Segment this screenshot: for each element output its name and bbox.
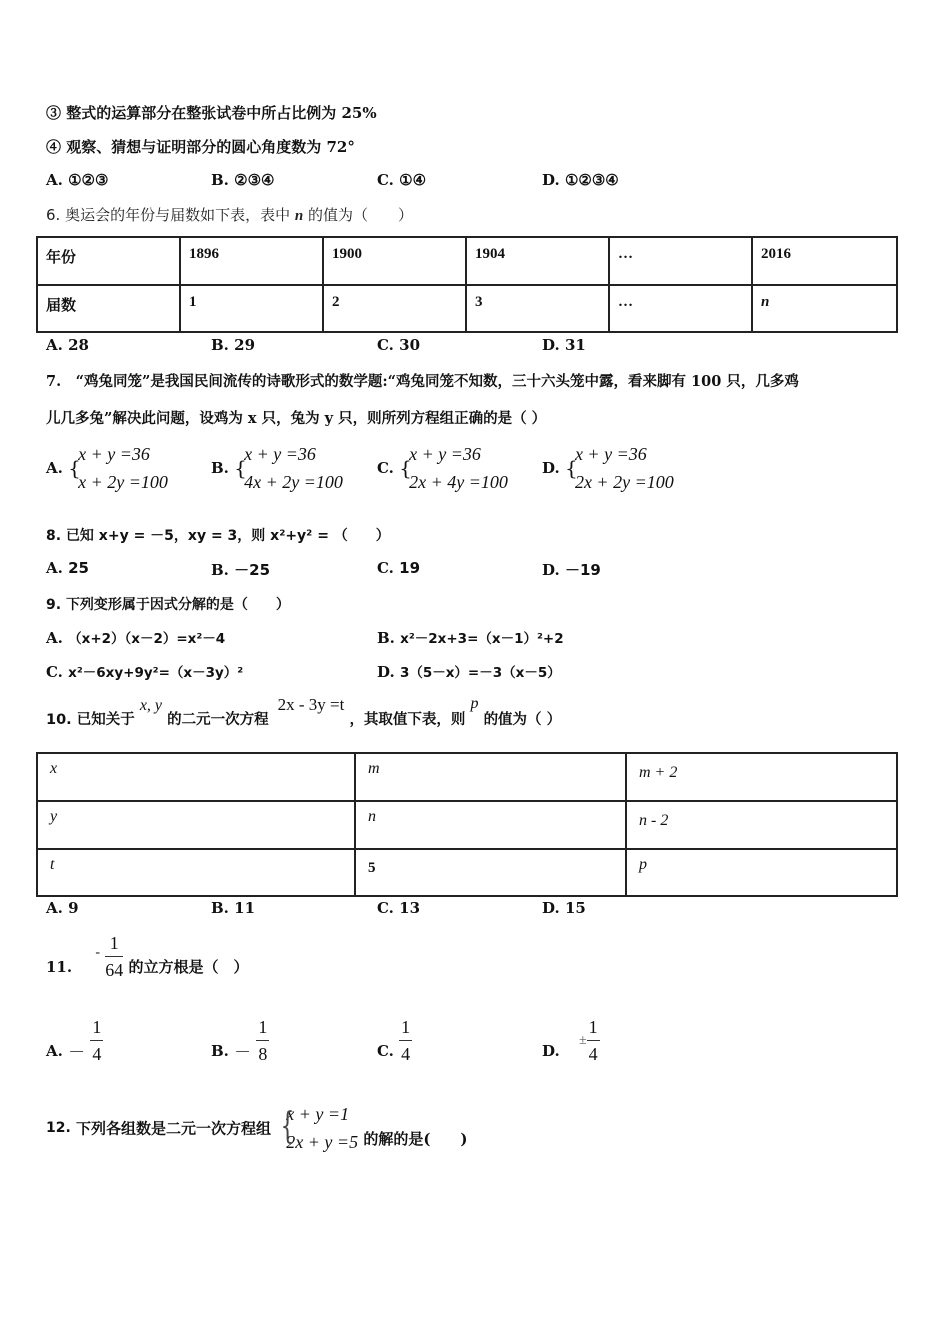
q5-statement-4: ④ 观察、猜想与证明部分的圆心角度数为 72° bbox=[46, 138, 355, 156]
option-text: 31 bbox=[564, 336, 586, 354]
option-label: A. bbox=[46, 629, 63, 647]
q9-option-d[interactable] bbox=[377, 661, 561, 681]
stem-text: 的二元一次方程 bbox=[167, 712, 269, 728]
q10-option-d[interactable] bbox=[542, 899, 586, 917]
option-text: （x+2）（x－2）=x²－4 bbox=[68, 631, 226, 647]
option-text: x²－2x+3=（x－1）²+2 bbox=[400, 631, 564, 647]
equation: x + y =36 bbox=[78, 444, 150, 464]
option-text: 3（5－x）=－3（x－5） bbox=[399, 665, 561, 681]
stem-text: 下列变形属于因式分解的是（ ） bbox=[65, 597, 290, 613]
option-text: ②③④ bbox=[234, 171, 275, 189]
option-text: 13 bbox=[399, 899, 421, 917]
q10-option-a[interactable] bbox=[46, 899, 79, 917]
table-cell: … bbox=[609, 237, 752, 285]
q7-stem-line-1: 7. “鸡兔同笼”是我国民间流传的诗歌形式的数学题:“鸡兔同笼不知数，三十六头笼中露，看来脚有 100 只，几多鸡 bbox=[46, 373, 799, 390]
table-cell: 2 bbox=[323, 285, 466, 332]
q6-option-c[interactable] bbox=[377, 336, 420, 354]
option-label: C. bbox=[377, 171, 394, 189]
option-label: B. bbox=[211, 171, 229, 189]
table-cell: 2016 bbox=[752, 237, 897, 285]
q6-option-d[interactable] bbox=[542, 336, 586, 354]
equation: x + y =36 bbox=[574, 444, 647, 464]
stem-text: 奥运会的年份与届数如下表，表中 bbox=[65, 206, 291, 224]
equation: 2x - 3y =t bbox=[277, 695, 345, 714]
q5-statement-3: ③ 整式的运算部分在整张试卷中所占比例为 25% bbox=[46, 104, 377, 122]
q11-option-b[interactable] bbox=[211, 1016, 269, 1065]
question-number: 12. bbox=[46, 1120, 71, 1136]
fraction-bar bbox=[105, 956, 123, 957]
q9-option-b[interactable] bbox=[377, 627, 564, 647]
table-cell: 5 bbox=[355, 849, 626, 896]
option-label: D. bbox=[542, 899, 560, 917]
question-number: 6. bbox=[46, 206, 61, 224]
values-table bbox=[36, 752, 898, 897]
option-label: C. bbox=[377, 336, 394, 354]
numerator: 1 bbox=[588, 1017, 598, 1037]
q11-stem bbox=[46, 932, 249, 981]
table-cell: 1 bbox=[180, 285, 323, 332]
numerator: 1 bbox=[92, 1017, 102, 1037]
option-label: A. bbox=[46, 336, 63, 354]
table-cell: 1896 bbox=[180, 237, 323, 285]
equation: 2x + 4y =100 bbox=[409, 472, 508, 492]
q5-option-b[interactable] bbox=[211, 171, 274, 189]
option-text: －19 bbox=[564, 561, 601, 579]
option-label: D. bbox=[542, 336, 560, 354]
q10-stem bbox=[46, 696, 561, 736]
q11-option-d[interactable] bbox=[542, 1016, 600, 1065]
option-label: D. bbox=[542, 561, 560, 579]
table-cell: 年份 bbox=[37, 237, 180, 285]
table-cell: n bbox=[355, 801, 626, 849]
option-label: C. bbox=[377, 559, 394, 577]
table-cell: m bbox=[355, 753, 626, 801]
q12-stem bbox=[46, 1100, 468, 1156]
q10-option-c[interactable] bbox=[377, 899, 420, 917]
q8-option-d[interactable] bbox=[542, 559, 601, 580]
option-label: C. bbox=[377, 899, 394, 917]
fraction-bar bbox=[399, 1040, 412, 1041]
option-label: B. bbox=[211, 899, 229, 917]
table-row bbox=[37, 285, 897, 332]
option-text: 29 bbox=[234, 336, 256, 354]
q11-option-a[interactable] bbox=[46, 1016, 103, 1065]
brace-icon: { bbox=[280, 1105, 295, 1147]
table-cell: t bbox=[37, 849, 355, 896]
table-row bbox=[37, 753, 897, 801]
table-cell: p bbox=[626, 849, 897, 896]
stem-text: 的立方根是（ ） bbox=[128, 958, 249, 976]
table-row bbox=[37, 849, 897, 896]
q5-option-c[interactable] bbox=[377, 171, 426, 189]
q5-option-d[interactable] bbox=[542, 171, 619, 189]
numerator: 1 bbox=[258, 1017, 268, 1037]
option-label: D. bbox=[542, 171, 560, 189]
sign: － bbox=[234, 1043, 252, 1062]
question-number: 9. bbox=[46, 597, 62, 613]
plus-minus-sign: ± bbox=[578, 1032, 587, 1048]
option-label: D. bbox=[542, 459, 560, 477]
table-row bbox=[37, 801, 897, 849]
option-label: D. bbox=[542, 1041, 560, 1060]
option-label: A. bbox=[46, 459, 63, 477]
variable-p: p bbox=[470, 695, 479, 712]
equation: 2x + 2y =100 bbox=[574, 472, 674, 492]
table-cell: … bbox=[609, 285, 752, 332]
denominator: 8 bbox=[258, 1044, 268, 1064]
table-cell: 1904 bbox=[466, 237, 609, 285]
option-text: 15 bbox=[564, 899, 586, 917]
fraction-bar bbox=[587, 1040, 600, 1041]
option-text: 28 bbox=[68, 336, 89, 354]
option-label: C. bbox=[46, 663, 63, 681]
table-cell: m + 2 bbox=[626, 753, 897, 801]
option-text: ①④ bbox=[399, 171, 427, 189]
minus-sign: - bbox=[95, 944, 101, 960]
numerator: 1 bbox=[109, 933, 119, 953]
stem-text: 下列各组数是二元一次方程组 bbox=[76, 1119, 272, 1138]
stem-text: 的值为（ ） bbox=[483, 712, 562, 728]
q7-option-a[interactable] bbox=[46, 440, 168, 496]
denominator: 4 bbox=[92, 1044, 102, 1064]
option-label: A. bbox=[46, 1041, 63, 1060]
denominator: 64 bbox=[105, 960, 124, 980]
equation: 2x + y =5 bbox=[286, 1132, 359, 1152]
table-cell: y bbox=[37, 801, 355, 849]
equation-system bbox=[234, 440, 343, 496]
equation: x + 2y =100 bbox=[78, 472, 168, 492]
q10-option-b[interactable] bbox=[211, 899, 255, 917]
equation: x + y =36 bbox=[244, 444, 316, 464]
option-text: 11 bbox=[234, 899, 256, 917]
q6-option-a[interactable] bbox=[46, 336, 89, 354]
fraction-bar bbox=[256, 1040, 269, 1041]
table-cell: 3 bbox=[466, 285, 609, 332]
equation-system bbox=[276, 1100, 358, 1156]
q7-option-d[interactable] bbox=[542, 440, 674, 496]
brace-icon: { bbox=[68, 456, 81, 480]
option-text: 25 bbox=[68, 559, 89, 577]
sign: － bbox=[68, 1043, 86, 1062]
stem-text: 已知关于 bbox=[76, 712, 135, 728]
stem-text: 已知 x+y = －5，xy = 3，则 x²+y² = （ ） bbox=[65, 528, 390, 544]
q9-option-a[interactable] bbox=[46, 627, 225, 647]
fraction bbox=[256, 1016, 269, 1065]
brace-icon: { bbox=[564, 456, 578, 480]
stem-text: 的值为（ ） bbox=[308, 206, 414, 224]
stem-text: ，其取值下表，则 bbox=[349, 712, 466, 728]
option-text: 9 bbox=[68, 899, 79, 917]
fraction-bar bbox=[90, 1040, 103, 1041]
brace-icon: { bbox=[399, 456, 412, 480]
q7-option-c[interactable] bbox=[377, 440, 508, 496]
option-text: x²－6xy+9y²=（x－3y）² bbox=[68, 665, 244, 681]
equation: 4x + 2y =100 bbox=[244, 472, 343, 492]
denominator: 4 bbox=[588, 1044, 598, 1064]
option-label: D. bbox=[377, 663, 395, 681]
option-text: ①②③④ bbox=[564, 171, 619, 189]
option-text: －25 bbox=[234, 561, 271, 579]
fraction bbox=[587, 1016, 600, 1065]
option-label: B. bbox=[211, 1041, 229, 1060]
brace-icon: { bbox=[234, 456, 247, 480]
q9-option-c[interactable] bbox=[46, 661, 243, 681]
table-cell: 1900 bbox=[323, 237, 466, 285]
option-text: ①②③ bbox=[68, 171, 109, 189]
table-cell: x bbox=[37, 753, 355, 801]
q8-option-a[interactable] bbox=[46, 559, 89, 577]
q8-option-b[interactable] bbox=[211, 559, 270, 580]
fraction bbox=[399, 1016, 412, 1065]
question-number: 8. bbox=[46, 528, 62, 544]
equation-system bbox=[399, 440, 508, 496]
q9-stem bbox=[46, 594, 290, 614]
equation: x + y =36 bbox=[409, 444, 481, 464]
option-label: B. bbox=[377, 629, 395, 647]
question-number: 10. bbox=[46, 712, 72, 728]
table-cell: n - 2 bbox=[626, 801, 897, 849]
option-label: B. bbox=[211, 459, 229, 477]
q8-option-c[interactable] bbox=[377, 559, 420, 577]
q6-stem bbox=[46, 204, 413, 225]
stem-text: 的解的是( ) bbox=[363, 1129, 468, 1148]
option-text: 30 bbox=[399, 336, 421, 354]
q7-stem-line-2: 儿几多兔”解决此问题，设鸡为 x 只，兔为 y 只，则所列方程组正确的是（ ） bbox=[46, 410, 547, 427]
equation-system bbox=[565, 440, 674, 496]
fraction bbox=[90, 1016, 103, 1065]
option-label: B. bbox=[211, 336, 229, 354]
option-label: A. bbox=[46, 559, 63, 577]
q7-option-b[interactable] bbox=[211, 440, 343, 496]
variable-n: n bbox=[294, 208, 304, 224]
equation-system bbox=[68, 440, 168, 496]
option-label: A. bbox=[46, 171, 63, 189]
table-cell: n bbox=[752, 285, 897, 332]
q5-option-a[interactable] bbox=[46, 171, 108, 189]
q11-option-c[interactable] bbox=[377, 1016, 412, 1065]
option-label: C. bbox=[377, 1041, 394, 1060]
variables-xy: x, y bbox=[139, 697, 163, 714]
option-label: B. bbox=[211, 561, 229, 579]
q6-option-b[interactable] bbox=[211, 336, 255, 354]
denominator: 4 bbox=[401, 1044, 411, 1064]
table-row bbox=[37, 237, 897, 285]
option-label: A. bbox=[46, 899, 63, 917]
equation: x + y =1 bbox=[286, 1104, 350, 1124]
option-label: C. bbox=[377, 459, 394, 477]
fraction bbox=[105, 932, 123, 981]
numerator: 1 bbox=[401, 1017, 411, 1037]
olympics-table bbox=[36, 236, 898, 333]
question-number: 11. bbox=[46, 957, 73, 976]
q8-stem bbox=[46, 525, 390, 545]
option-text: 19 bbox=[399, 559, 421, 577]
table-cell: 届数 bbox=[37, 285, 180, 332]
